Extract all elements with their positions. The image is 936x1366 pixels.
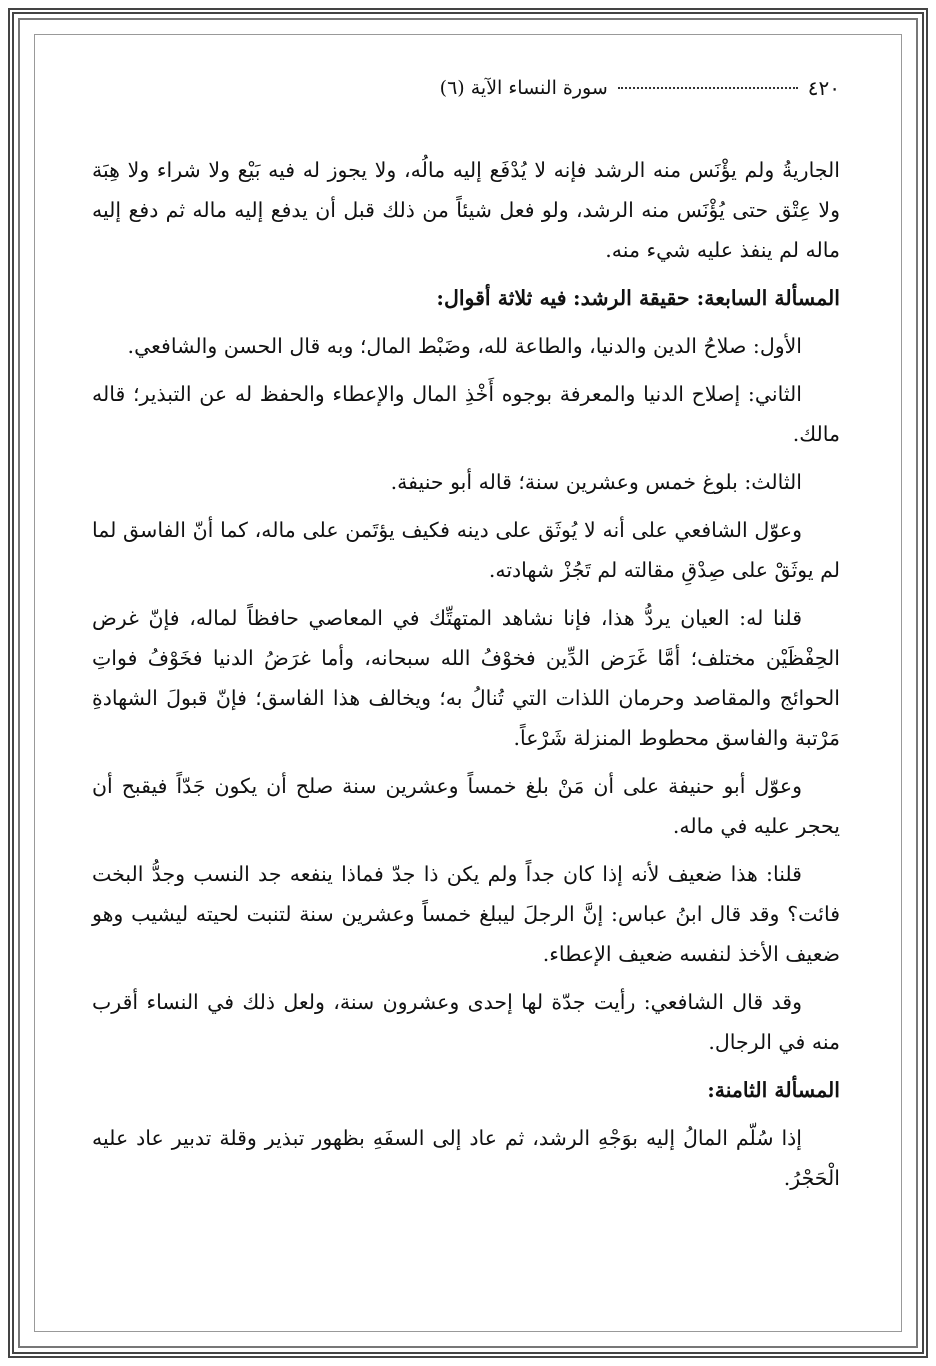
page-number: ٤٢٠ xyxy=(807,76,840,100)
opinion-1: الأول: صلاحُ الدين والدنيا، والطاعة لله، وضَبْط المال؛ وبه قال الحسن والشافعي. xyxy=(127,334,802,358)
heading-8-title: المسألة الثامنة: xyxy=(707,1078,840,1102)
header-dotted-leader xyxy=(618,87,798,89)
heading-7-title: المسألة السابعة: حقيقة الرشد: xyxy=(573,286,840,310)
paragraph-2: وعوّل الشافعي على أنه لا يُوثَق على دينه فكيف يؤتَمن على ماله، كما أنّ الفاسق لما لم يوثَقْ على صِدْقِ مقالته لم تَجُزْ شهادته. xyxy=(92,518,840,582)
section-heading-7 xyxy=(92,278,840,318)
chapter-title: سورة النساء الآية (٦) xyxy=(439,77,608,99)
paragraph-3: قلنا له: العيان يردُّ هذا، فإنا نشاهد المتهتِّك في المعاصي حافظاً لماله، فإنّ غرض الحِفْظَيْن مختلف؛ أمَّا غَرَض الدِّين فخوْفُ الله سبحانه، وأما غرَضُ الدنيا فخَوْفُ فواتِ الحوائج والمقاصد وحرمان اللذات التي تُنالُ به؛ ويخالف هذا الفاسق؛ فإنّ قبولَ الشهادةِ مَرْتبة والفاسق محطوط المنزلة شَرْعاً. xyxy=(92,606,840,750)
paragraph-4: وعوّل أبو حنيفة على أن مَنْ بلغ خمساً وعشرين سنة صلح أن يكون جَدّاً فيقبح أن يحجر عليه في ماله. xyxy=(92,774,840,838)
paragraph-5: قلنا: هذا ضعيف لأنه إذا كان جداً ولم يكن ذا جدّ فماذا ينفعه جد النسب وجدُّ البخت فائت؟ وقد قال ابنُ عباس: إنَّ الرجلَ ليبلغ خمساً وعشرين سنة لتنبت لحيته ليشيب وهو ضعيف الأخذ لنفسه ضعيف الإعطاء. xyxy=(92,862,840,966)
paragraph-6: وقد قال الشافعي: رأيت جدّة لها إحدى وعشرون سنة، ولعل ذلك في النساء أقرب منه في الرجال. xyxy=(92,990,840,1054)
section-heading-8 xyxy=(92,1070,840,1110)
heading-7-rest: فيه ثلاثة أقوال: xyxy=(436,286,567,310)
paragraph-7: إذا سُلّم المالُ إليه بوَجْهِ الرشد، ثم عاد إلى السفَهِ بظهور تبذير وقلة تدبير عاد عليه الْحَجْرُ. xyxy=(92,1126,840,1190)
opinion-2: الثاني: إصلاح الدنيا والمعرفة بوجوه أَخْذِ المال والإعطاء والحفظ له عن التبذير؛ قاله مالك. xyxy=(92,382,840,446)
paragraph-1: الجاريةُ ولم يؤْنَس منه الرشد فإنه لا يُدْفَع إليه مالُه، ولا يجوز له فيه بَيْع ولا شراء ولا هِبَة ولا عِتْق حتى يُؤْنَس منه الرشد، ولو فعل شيئاً من ذلك قبل أن يدفع إليه ماله ثم دفع إليه ماله لم ينفذ عليه شيء منه. xyxy=(92,158,840,262)
running-header xyxy=(88,70,840,106)
page-body xyxy=(92,150,840,1206)
opinion-3: الثالث: بلوغ خمس وعشرين سنة؛ قاله أبو حنيفة. xyxy=(390,470,802,494)
